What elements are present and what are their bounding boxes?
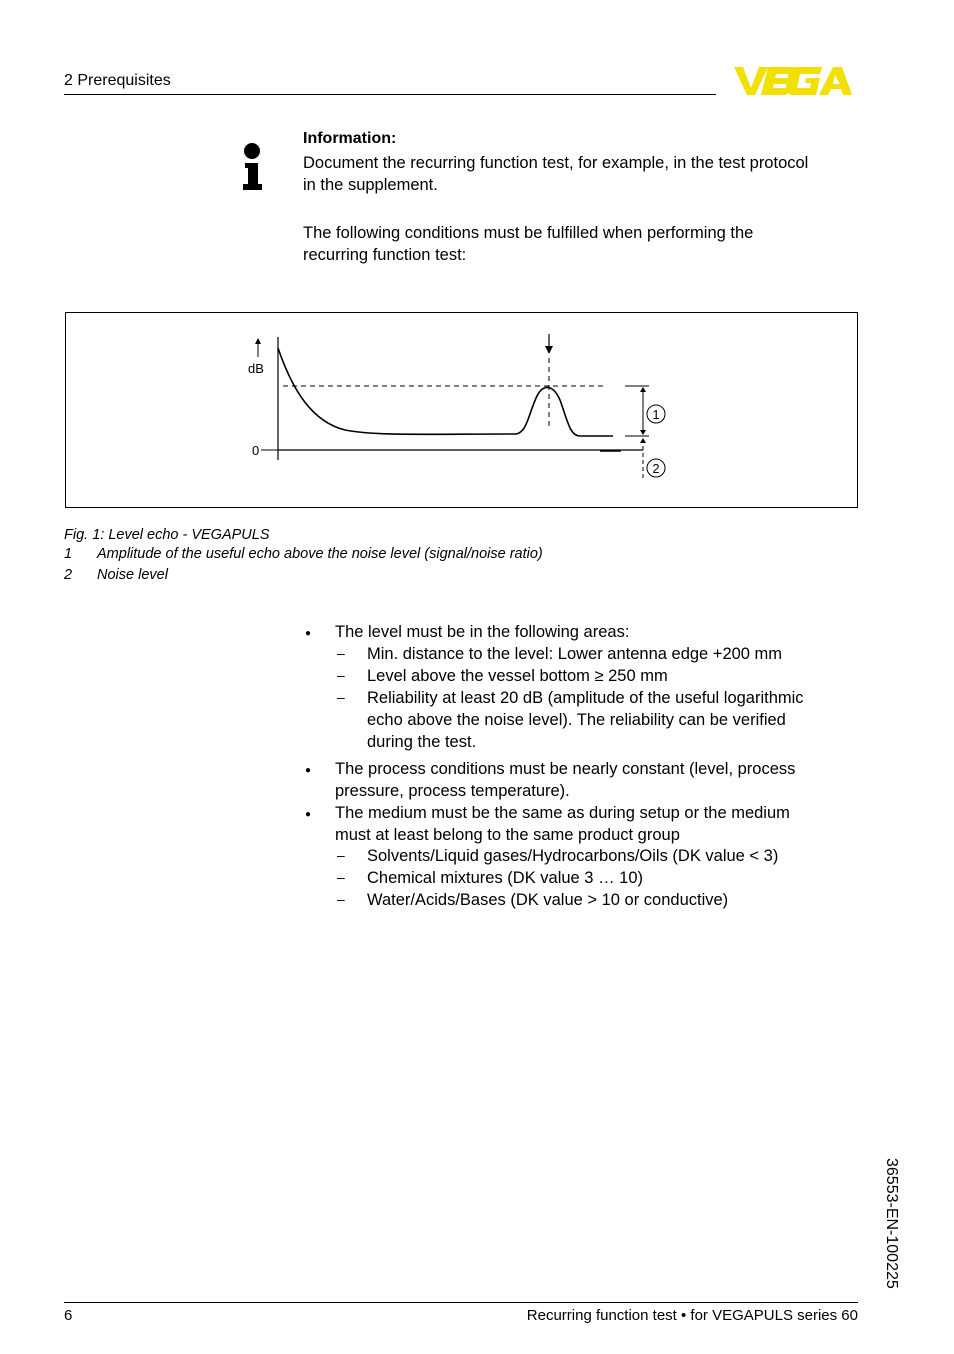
page-number: 6 [64,1307,73,1324]
y-unit-label: dB [248,361,264,376]
conditions-intro-line: recurring function test: [303,246,467,264]
marker-2-label: 2 [652,461,660,476]
section-heading: 2 Prerequisites [64,72,171,89]
bullet-marker: ● [305,765,312,776]
legend-number: 1 [64,546,73,562]
sub-list-item-cont: echo above the noise level). The reliability can be verified [367,711,786,729]
y-zero-label: 0 [252,443,260,458]
info-text-line: in the supplement. [303,176,438,194]
footer-title: Recurring function test • for VEGAPULS series 60 [526,1307,858,1324]
dash-marker: – [337,667,345,683]
marker-1-label: 1 [652,407,660,422]
sub-list-item: Chemical mixtures (DK value 3 … 10) [367,869,644,887]
sub-list-item: Water/Acids/Bases (DK value > 10 or conductive) [367,891,729,909]
dash-marker: – [337,869,345,885]
list-item: The process conditions must be nearly constant (level, process [335,760,796,778]
level-echo-diagram [65,312,858,508]
echo-marker-arrowhead [545,346,553,354]
legend-text: Amplitude of the useful echo above the noise level (signal/noise ratio) [97,546,543,562]
footer-divider [64,1302,858,1303]
figure-caption: Fig. 1: Level echo - VEGAPULS [64,527,270,543]
info-title: Information: [303,130,397,147]
db-arrow-head [255,338,261,344]
header-divider [64,94,716,95]
sub-list-item: Reliability at least 20 dB (amplitude of the useful logarithmic [367,689,804,707]
dash-marker: – [337,645,345,661]
sub-list-item: Level above the vessel bottom ≥ 250 mm [367,667,668,685]
sub-list-item: Min. distance to the level: Lower antenna edge +200 mm [367,645,783,663]
document-code: 36553-EN-100225 [883,1158,900,1289]
list-item-cont: must at least belong to the same product group [335,826,680,844]
sub-list-item: Solvents/Liquid gases/Hydrocarbons/Oils (DK value < 3) [367,847,779,865]
sub-list-item-cont: during the test. [367,733,477,751]
dash-marker: – [337,891,345,907]
conditions-intro-line: The following conditions must be fulfilled when performing the [303,224,754,242]
dash-marker: – [337,847,345,863]
bullet-marker: ● [305,809,312,820]
dash-marker: – [337,689,345,705]
list-item-cont: pressure, process temperature). [335,782,570,800]
list-item: The medium must be the same as during setup or the medium [335,804,790,822]
info-text-line: Document the recurring function test, for example, in the test protocol [303,154,809,172]
legend-text: Noise level [97,567,168,583]
info-icon [240,142,264,192]
legend-number: 2 [64,567,73,583]
echo-curve [278,348,613,436]
vega-logo [734,64,858,98]
bullet-marker: ● [305,628,312,639]
list-item: The level must be in the following areas: [335,623,630,641]
